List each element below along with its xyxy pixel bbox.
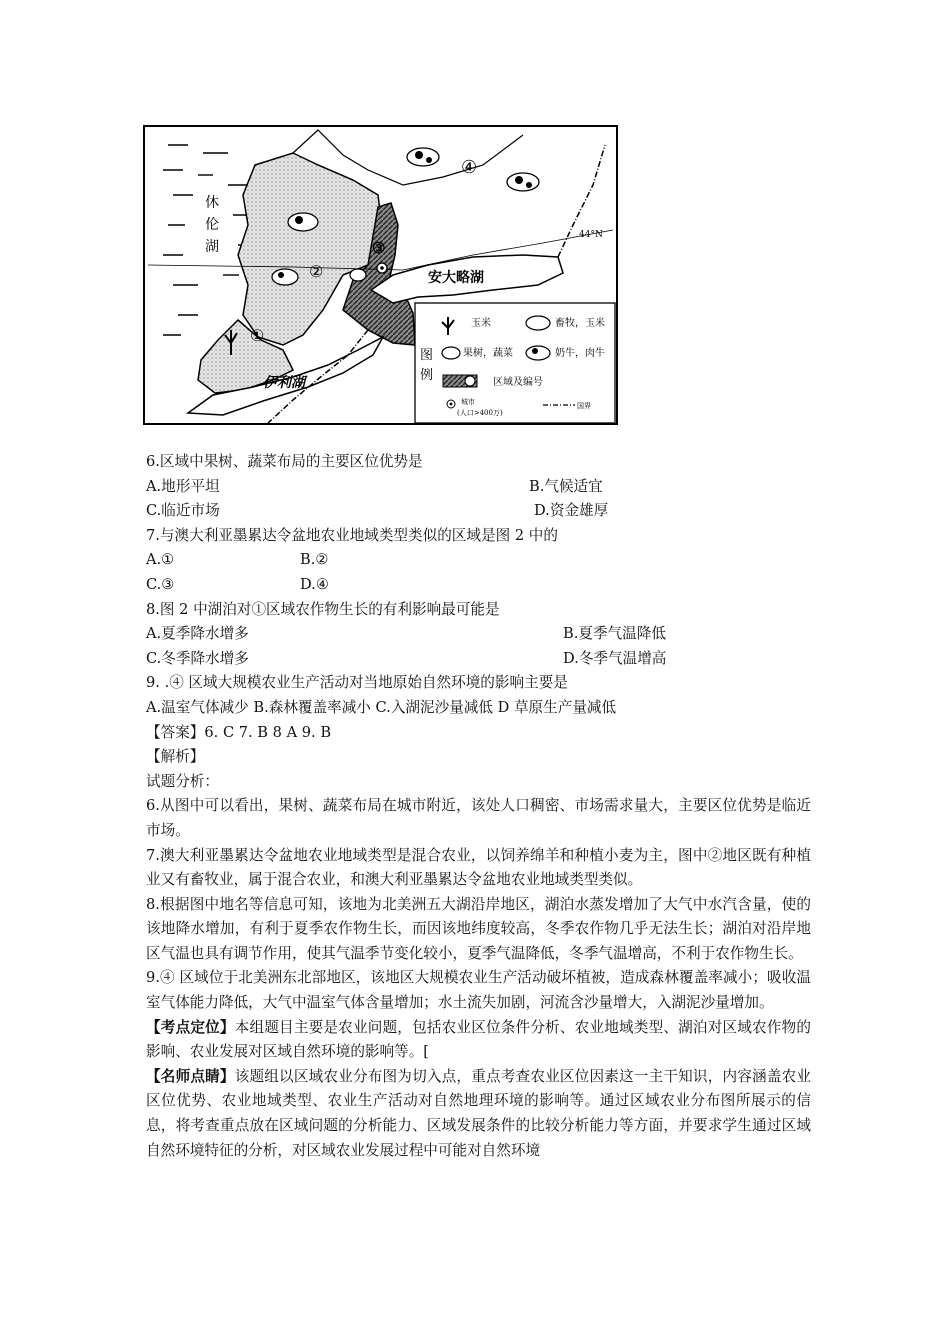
q6-option-b: B.气候适宜: [529, 477, 603, 495]
latitude-label: 44°N: [579, 230, 603, 240]
city-icon: [377, 263, 387, 273]
q6-stem: 6.区域中果树、蔬菜布局的主要区位优势是: [146, 453, 423, 470]
analysis-subheading: 试题分析：: [146, 772, 219, 790]
q8-stem: 8.图 2 中湖泊对①区域农作物生长的有利影响最可能是: [146, 600, 500, 618]
legend-corn-label: 玉米: [471, 318, 491, 329]
q8-option-a: A.夏季降水增多: [146, 625, 249, 643]
kaodian-text: 本组题目主要是农业问题，包括农业区位条件分析、农业地域类型、湖泊对区域农作物的影响、农业发展对区域自然环境的影响等。[: [146, 1018, 811, 1061]
legend-region-label: 区域及编号: [493, 377, 543, 388]
answer-line: 【答案】6. C 7. B 8 A 9. B: [146, 723, 332, 741]
legend-cow-icon: [526, 346, 550, 360]
region-2-label: ②: [309, 262, 324, 281]
analysis-heading: 【解析】: [146, 748, 205, 766]
q8-option-c: C.冬季降水增多: [146, 649, 249, 667]
kaodian-tag: 【考点定位】: [146, 1018, 235, 1036]
legend-dairy-beef-label: 奶牛，肉牛: [555, 348, 605, 359]
fruit-vegetable-icon: [350, 269, 366, 281]
region-3-label: ③: [372, 239, 386, 257]
explanation-9: 9.④ 区域位于北美洲东北部地区，该地区大规模农业生产活动破坏植被，造成森林覆盖率减小；吸收温室气体能力降低，大气中温室气体含量增加；水土流失加剧，河流含沙量增大，入湖泥沙量增加。: [146, 969, 811, 1012]
region-4-label: ④: [461, 157, 478, 178]
legend-livestock-corn-label: 畜牧，玉米: [555, 318, 605, 329]
cow-icon: [407, 148, 439, 166]
q9-options: A.温室气体减少 B.森林覆盖率减小 C.入湖泥沙量减低 D 草原生产量减低: [146, 698, 617, 716]
q7-option-b: B.②: [300, 551, 329, 569]
kaodian-paragraph: [146, 1016, 811, 1065]
q8-option-b: B.夏季气温降低: [563, 625, 666, 643]
huron-label-1: 休: [205, 195, 219, 211]
mingshi-text: 该题组以区域农业分布图为切入点，重点考查农业区位因素这一主干知识，内容涵盖农业区位优势、农业地域类型、农业生产活动对自然地理环境的影响等。通过区域农业分布图所展示的信息，将考查重点放在区域问题的分析能力、区域发展条件的比较分析能力等方面，并要求学生通过区域自然环境特征的分析，对区域农业发展过程中可能对自然环境: [146, 1067, 811, 1159]
q9-stem: 9. .④ 区域大规模农业生产活动对当地原始自然环境的影响主要是: [146, 674, 568, 692]
mingshi-paragraph: [146, 1065, 811, 1163]
mingshi-tag: 【名师点睛】: [146, 1067, 235, 1085]
explanation-8: 8.根据图中地名等信息可知，该地为北美洲五大湖沿岸地区，湖泊水蒸发增加了大气中水汽含量，使的该地降水增加，有利于夏季农作物生长，而因该地纬度较高，冬季农作物几乎无法生长；湖泊对沿岸地区气温也具有调节作用，使其气温季节变化较小，夏季气温降低，冬季气温增高，不利于农作物生长。: [146, 895, 811, 962]
legend-livestock-corn-icon: [526, 316, 550, 330]
legend-fruit-vegetable-icon: [442, 347, 460, 359]
legend-border-label: 国界: [577, 402, 591, 410]
legend-fruit-veg-label: 果树，蔬菜: [463, 348, 513, 359]
q7-option-c: C.③: [146, 575, 175, 593]
livestock-corn-icon: [272, 269, 298, 285]
map-legend: [415, 303, 615, 423]
question-text: [146, 450, 811, 1163]
huron-label-3: 湖: [205, 239, 219, 255]
erie-label: 伊利湖: [263, 375, 305, 391]
ontario-label: 安大略湖: [428, 270, 484, 286]
region-1-label: ①: [250, 326, 265, 345]
cow-icon: [507, 173, 539, 191]
explanation-7: 7.澳大利亚墨累达令盆地农业地域类型是混合农业，以饲养绵羊和种植小麦为主，图中②地区既有种植业又有畜牧业，属于混合农业，和澳大利亚墨累达令盆地农业地域类型类似。: [146, 846, 811, 889]
q6-option-a: A.地形平坦: [146, 477, 220, 495]
explanation-6: 6.从图中可以看出，果树、蔬菜布局在城市附近，该处人口稠密、市场需求量大，主要区位优势是临近市场。: [146, 797, 811, 839]
q7-stem: 7.与澳大利亚墨累达令盆地农业地域类型类似的区域是图 2 中的: [146, 526, 558, 544]
q6-option-c: C.临近市场: [146, 502, 220, 520]
cow-icon: [288, 213, 318, 231]
legend-city-note: (人口>400万): [457, 409, 503, 417]
q6-option-d: D.资金雄厚: [534, 502, 609, 520]
agriculture-region-map: [143, 125, 618, 425]
legend-side-label-1: 图: [420, 348, 434, 363]
huron-label-2: 伦: [205, 217, 219, 233]
q7-option-a: A.①: [146, 551, 175, 569]
q8-option-d: D.冬季气温增高: [563, 649, 667, 667]
q7-option-d: D.④: [300, 575, 329, 593]
legend-side-label-2: 例: [420, 368, 434, 383]
legend-city-label: 城市: [461, 398, 475, 406]
